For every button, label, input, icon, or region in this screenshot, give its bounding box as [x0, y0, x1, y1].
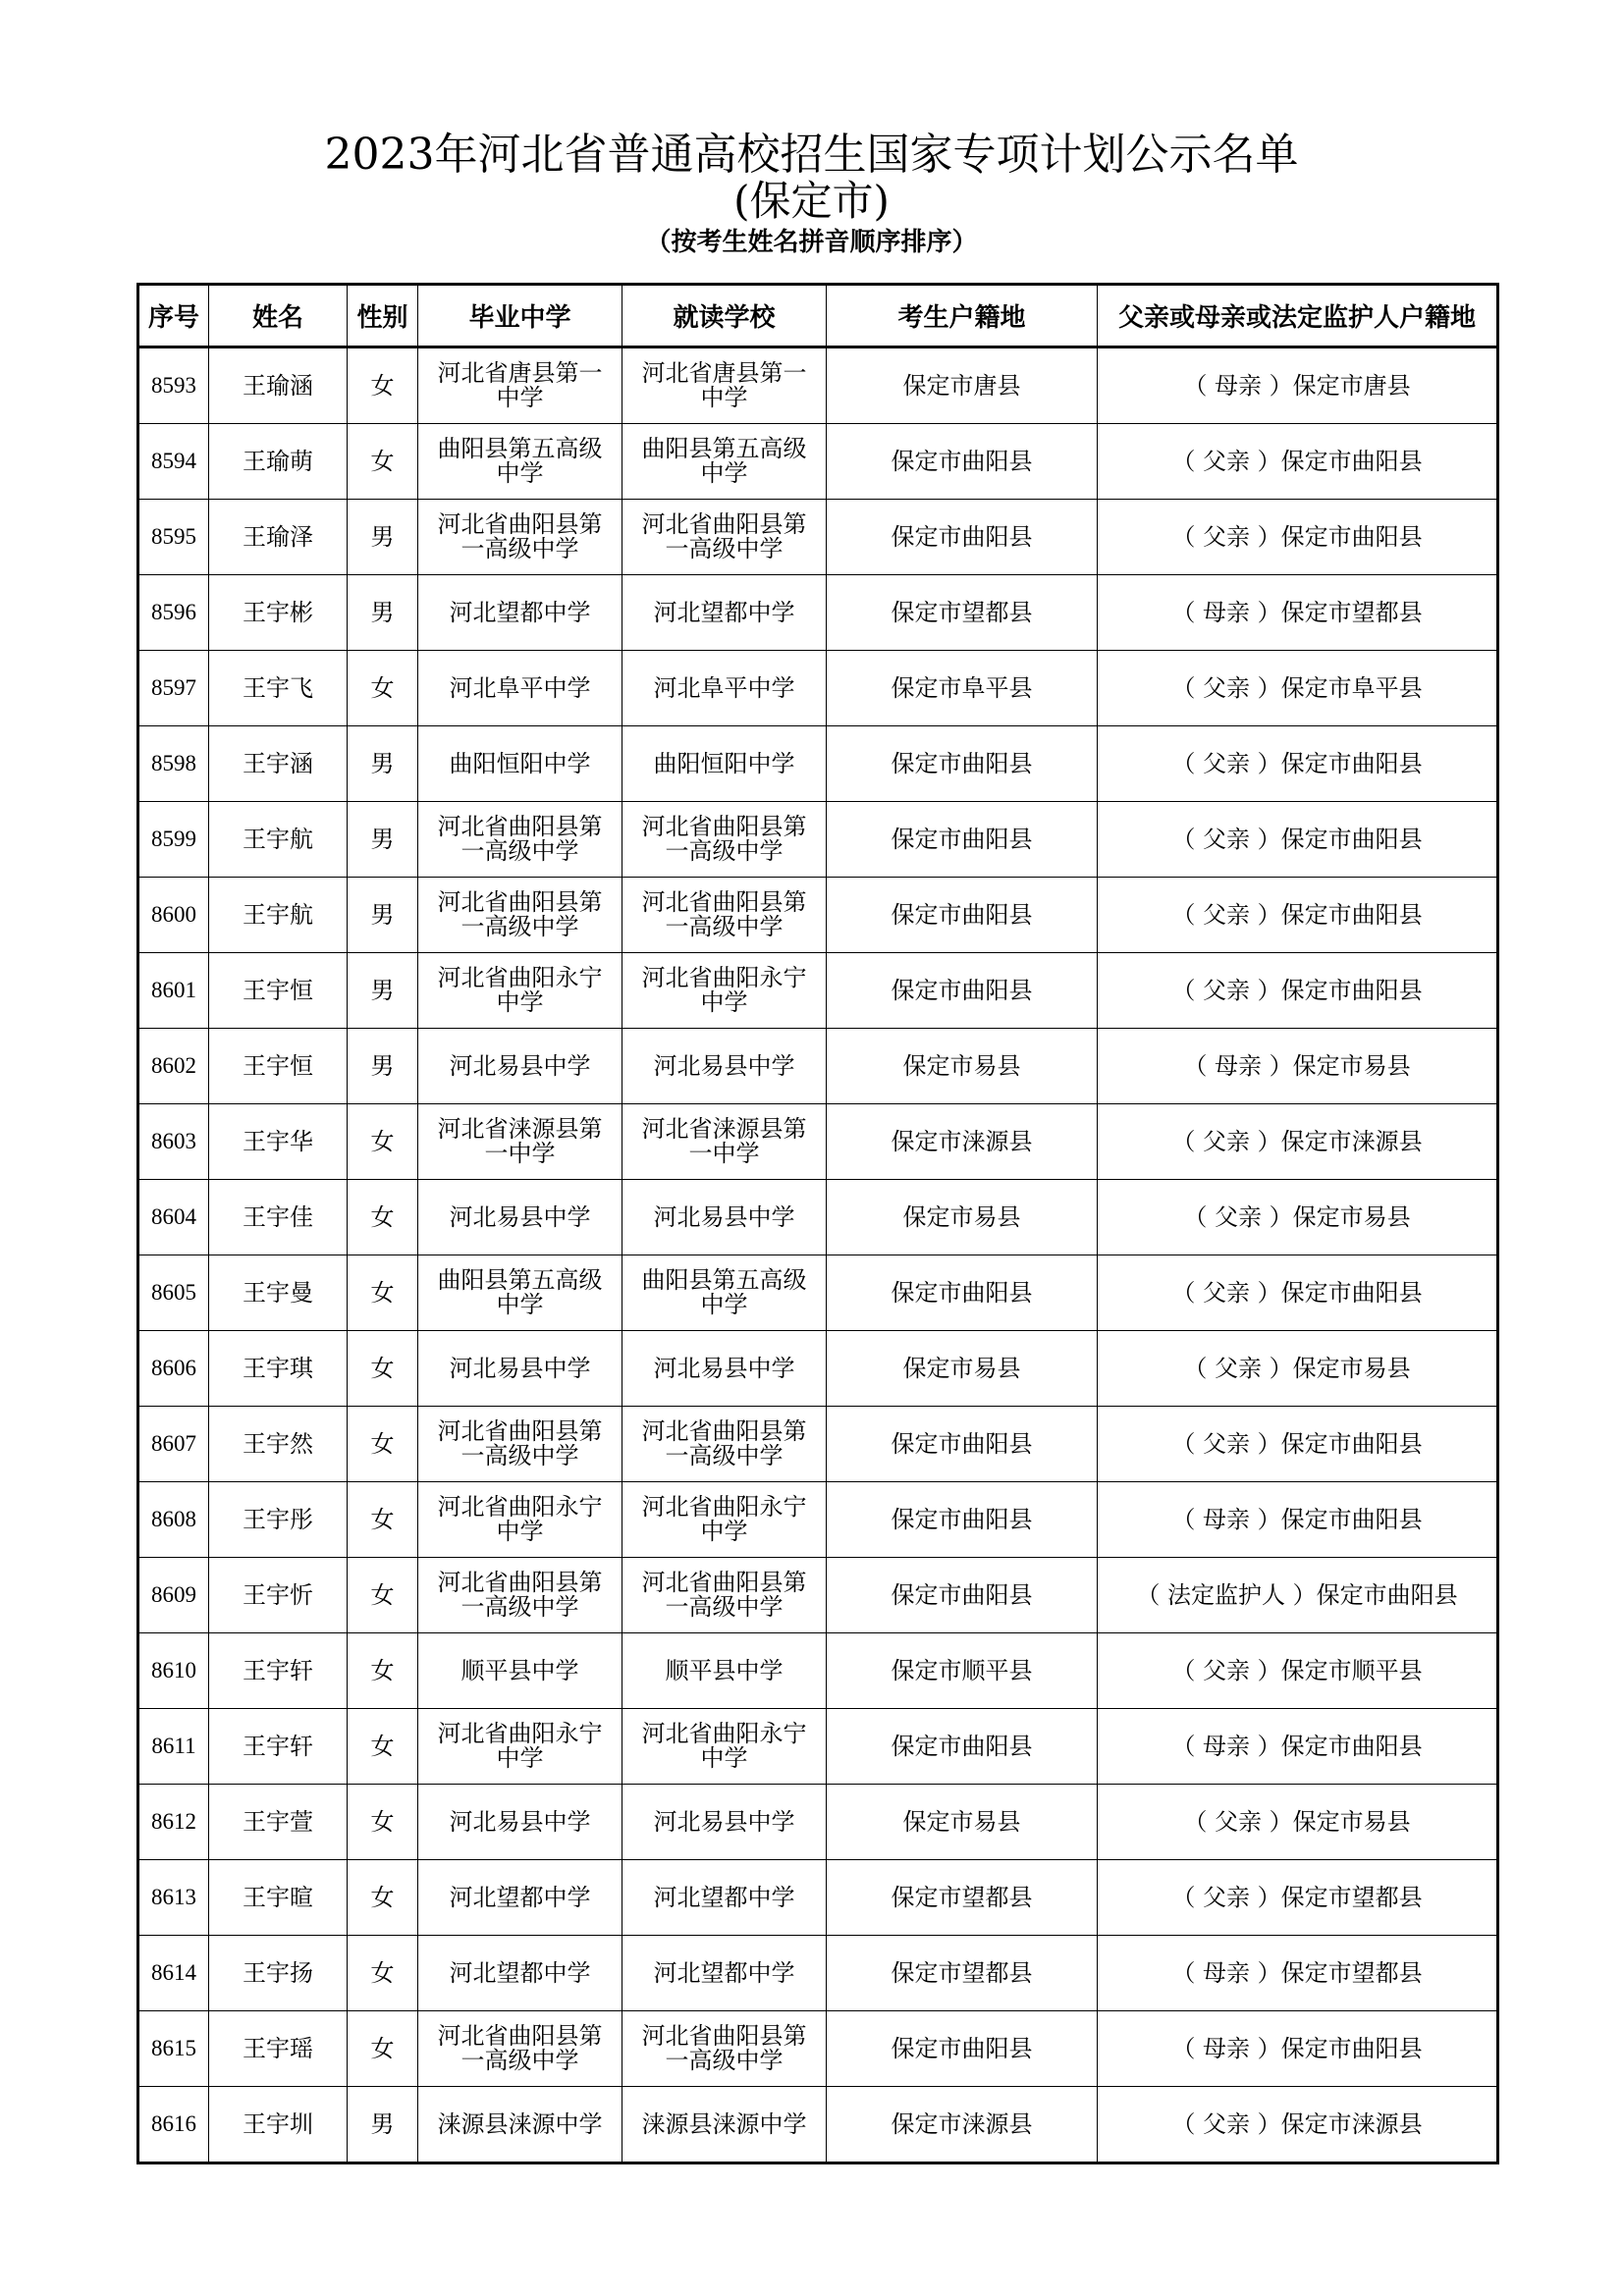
cell-current-school: 河北易县中学	[622, 1331, 827, 1407]
cell-gender: 女	[348, 1482, 418, 1558]
cell-name: 王宇恒	[209, 953, 348, 1029]
cell-student-hukou: 保定市易县	[827, 1331, 1098, 1407]
cell-graduated-school: 河北省曲阳县第一高级中学	[418, 1407, 622, 1482]
cell-current-school: 涞源县涞源中学	[622, 2087, 827, 2163]
table-row	[138, 1633, 1498, 1709]
cell-current-school: 河北省曲阳永宁中学	[622, 953, 827, 1029]
cell-guardian-hukou: （ 母亲 ）保定市望都县	[1098, 575, 1498, 651]
cell-name: 王宇航	[209, 878, 348, 953]
cell-guardian-hukou: （ 父亲 ）保定市曲阳县	[1098, 726, 1498, 802]
table-row	[138, 2011, 1498, 2087]
cell-seq: 8598	[138, 726, 209, 802]
cell-gender: 女	[348, 1709, 418, 1785]
cell-guardian-hukou: （ 父亲 ）保定市易县	[1098, 1331, 1498, 1407]
cell-graduated-school: 曲阳县第五高级中学	[418, 1255, 622, 1331]
cell-gender: 男	[348, 953, 418, 1029]
cell-guardian-hukou: （ 母亲 ）保定市曲阳县	[1098, 1482, 1498, 1558]
cell-guardian-hukou: （ 父亲 ）保定市曲阳县	[1098, 878, 1498, 953]
cell-gender: 女	[348, 1633, 418, 1709]
cell-student-hukou: 保定市曲阳县	[827, 726, 1098, 802]
cell-graduated-school: 顺平县中学	[418, 1633, 622, 1709]
cell-graduated-school: 河北望都中学	[418, 1860, 622, 1936]
table-row	[138, 1558, 1498, 1633]
column-header-seq: 序号	[138, 285, 209, 347]
cell-seq: 8606	[138, 1331, 209, 1407]
page-title: 2023年河北省普通高校招生国家专项计划公示名单	[324, 130, 1299, 180]
cell-gender: 男	[348, 802, 418, 878]
cell-current-school: 曲阳恒阳中学	[622, 726, 827, 802]
cell-graduated-school: 河北易县中学	[418, 1785, 622, 1860]
cell-current-school: 曲阳县第五高级中学	[622, 1255, 827, 1331]
cell-seq: 8609	[138, 1558, 209, 1633]
cell-gender: 男	[348, 1029, 418, 1104]
cell-current-school: 河北望都中学	[622, 575, 827, 651]
cell-guardian-hukou: （ 父亲 ）保定市涞源县	[1098, 2087, 1498, 2163]
cell-seq: 8611	[138, 1709, 209, 1785]
column-header-graduated-school: 毕业中学	[418, 285, 622, 347]
table-row	[138, 424, 1498, 500]
cell-seq: 8599	[138, 802, 209, 878]
cell-graduated-school: 河北易县中学	[418, 1180, 622, 1255]
cell-seq: 8608	[138, 1482, 209, 1558]
cell-gender: 女	[348, 424, 418, 500]
cell-graduated-school: 河北省曲阳县第一高级中学	[418, 878, 622, 953]
table-row	[138, 1785, 1498, 1860]
cell-student-hukou: 保定市曲阳县	[827, 953, 1098, 1029]
cell-seq: 8613	[138, 1860, 209, 1936]
cell-graduated-school: 河北省曲阳永宁中学	[418, 953, 622, 1029]
cell-student-hukou: 保定市曲阳县	[827, 802, 1098, 878]
cell-name: 王宇飞	[209, 651, 348, 726]
cell-seq: 8601	[138, 953, 209, 1029]
cell-name: 王宇圳	[209, 2087, 348, 2163]
table-row	[138, 1407, 1498, 1482]
cell-guardian-hukou: （ 法定监护人 ）保定市曲阳县	[1098, 1558, 1498, 1633]
cell-seq: 8596	[138, 575, 209, 651]
table-row	[138, 500, 1498, 575]
column-header-current-school: 就读学校	[622, 285, 827, 347]
cell-name: 王宇轩	[209, 1633, 348, 1709]
table-row	[138, 1860, 1498, 1936]
page-subtitle-city: (保定市)	[733, 177, 890, 225]
cell-student-hukou: 保定市易县	[827, 1180, 1098, 1255]
column-header-guardian-hukou: 父亲或母亲或法定监护人户籍地	[1098, 285, 1498, 347]
cell-name: 王瑜萌	[209, 424, 348, 500]
cell-seq: 8600	[138, 878, 209, 953]
cell-current-school: 河北省曲阳永宁中学	[622, 1709, 827, 1785]
cell-current-school: 河北省曲阳县第一高级中学	[622, 878, 827, 953]
cell-gender: 女	[348, 2011, 418, 2087]
cell-current-school: 河北易县中学	[622, 1029, 827, 1104]
cell-guardian-hukou: （ 母亲 ）保定市唐县	[1098, 347, 1498, 424]
cell-gender: 女	[348, 1785, 418, 1860]
cell-student-hukou: 保定市曲阳县	[827, 1558, 1098, 1633]
cell-graduated-school: 河北易县中学	[418, 1331, 622, 1407]
cell-current-school: 河北省曲阳永宁中学	[622, 1482, 827, 1558]
cell-graduated-school: 河北省曲阳县第一高级中学	[418, 802, 622, 878]
cell-name: 王宇琪	[209, 1331, 348, 1407]
sort-order-note: （按考生姓名拼音顺序排序）	[645, 228, 978, 257]
roster-table	[136, 283, 1499, 2164]
cell-gender: 男	[348, 500, 418, 575]
cell-guardian-hukou: （ 父亲 ）保定市曲阳县	[1098, 1407, 1498, 1482]
cell-seq: 8593	[138, 347, 209, 424]
cell-name: 王宇彤	[209, 1482, 348, 1558]
cell-gender: 男	[348, 878, 418, 953]
cell-gender: 男	[348, 2087, 418, 2163]
cell-name: 王宇华	[209, 1104, 348, 1180]
cell-guardian-hukou: （ 父亲 ）保定市曲阳县	[1098, 802, 1498, 878]
column-header-student-hukou: 考生户籍地	[827, 285, 1098, 347]
cell-graduated-school: 河北易县中学	[418, 1029, 622, 1104]
cell-current-school: 河北省曲阳县第一高级中学	[622, 1407, 827, 1482]
cell-graduated-school: 河北省曲阳永宁中学	[418, 1709, 622, 1785]
cell-guardian-hukou: （ 父亲 ）保定市易县	[1098, 1785, 1498, 1860]
cell-name: 王宇忻	[209, 1558, 348, 1633]
cell-name: 王宇恒	[209, 1029, 348, 1104]
cell-student-hukou: 保定市涞源县	[827, 2087, 1098, 2163]
cell-graduated-school: 河北望都中学	[418, 1936, 622, 2011]
table-row	[138, 953, 1498, 1029]
table-row	[138, 575, 1498, 651]
table-row	[138, 1482, 1498, 1558]
table-row	[138, 1709, 1498, 1785]
cell-current-school: 河北易县中学	[622, 1785, 827, 1860]
cell-seq: 8610	[138, 1633, 209, 1709]
cell-gender: 男	[348, 575, 418, 651]
cell-graduated-school: 河北省曲阳永宁中学	[418, 1482, 622, 1558]
cell-student-hukou: 保定市曲阳县	[827, 1482, 1098, 1558]
cell-student-hukou: 保定市曲阳县	[827, 1255, 1098, 1331]
cell-gender: 女	[348, 1104, 418, 1180]
cell-current-school: 曲阳县第五高级中学	[622, 424, 827, 500]
cell-graduated-school: 曲阳县第五高级中学	[418, 424, 622, 500]
cell-guardian-hukou: （ 父亲 ）保定市曲阳县	[1098, 1255, 1498, 1331]
cell-guardian-hukou: （ 父亲 ）保定市涞源县	[1098, 1104, 1498, 1180]
cell-guardian-hukou: （ 父亲 ）保定市曲阳县	[1098, 500, 1498, 575]
cell-current-school: 河北省曲阳县第一高级中学	[622, 500, 827, 575]
cell-student-hukou: 保定市唐县	[827, 347, 1098, 424]
cell-student-hukou: 保定市阜平县	[827, 651, 1098, 726]
cell-guardian-hukou: （ 母亲 ）保定市曲阳县	[1098, 2011, 1498, 2087]
cell-current-school: 河北易县中学	[622, 1180, 827, 1255]
cell-name: 王瑜涵	[209, 347, 348, 424]
cell-gender: 女	[348, 1860, 418, 1936]
cell-current-school: 河北望都中学	[622, 1860, 827, 1936]
cell-guardian-hukou: （ 母亲 ）保定市望都县	[1098, 1936, 1498, 2011]
cell-guardian-hukou: （ 母亲 ）保定市易县	[1098, 1029, 1498, 1104]
table-row	[138, 347, 1498, 424]
cell-current-school: 河北省曲阳县第一高级中学	[622, 1558, 827, 1633]
cell-seq: 8603	[138, 1104, 209, 1180]
cell-current-school: 河北省唐县第一中学	[622, 347, 827, 424]
cell-student-hukou: 保定市曲阳县	[827, 878, 1098, 953]
cell-name: 王宇扬	[209, 1936, 348, 2011]
column-header-name: 姓名	[209, 285, 348, 347]
cell-student-hukou: 保定市曲阳县	[827, 424, 1098, 500]
cell-name: 王瑜泽	[209, 500, 348, 575]
cell-student-hukou: 保定市顺平县	[827, 1633, 1098, 1709]
cell-gender: 女	[348, 1180, 418, 1255]
cell-guardian-hukou: （ 父亲 ）保定市曲阳县	[1098, 424, 1498, 500]
cell-graduated-school: 河北望都中学	[418, 575, 622, 651]
cell-name: 王宇然	[209, 1407, 348, 1482]
cell-gender: 女	[348, 1331, 418, 1407]
cell-student-hukou: 保定市易县	[827, 1785, 1098, 1860]
table-row	[138, 1104, 1498, 1180]
cell-name: 王宇轩	[209, 1709, 348, 1785]
cell-seq: 8597	[138, 651, 209, 726]
cell-gender: 女	[348, 1407, 418, 1482]
table-row	[138, 802, 1498, 878]
table-row	[138, 2087, 1498, 2163]
cell-name: 王宇曼	[209, 1255, 348, 1331]
cell-current-school: 河北望都中学	[622, 1936, 827, 2011]
table-row	[138, 1936, 1498, 2011]
cell-student-hukou: 保定市望都县	[827, 575, 1098, 651]
cell-current-school: 河北省曲阳县第一高级中学	[622, 802, 827, 878]
cell-graduated-school: 河北省涞源县第一中学	[418, 1104, 622, 1180]
cell-current-school: 河北省涞源县第一中学	[622, 1104, 827, 1180]
cell-guardian-hukou: （ 父亲 ）保定市曲阳县	[1098, 953, 1498, 1029]
cell-student-hukou: 保定市望都县	[827, 1936, 1098, 2011]
cell-name: 王宇彬	[209, 575, 348, 651]
cell-seq: 8605	[138, 1255, 209, 1331]
table-row	[138, 1255, 1498, 1331]
cell-name: 王宇萱	[209, 1785, 348, 1860]
cell-guardian-hukou: （ 母亲 ）保定市曲阳县	[1098, 1709, 1498, 1785]
cell-student-hukou: 保定市曲阳县	[827, 1709, 1098, 1785]
cell-seq: 8614	[138, 1936, 209, 2011]
table-row	[138, 726, 1498, 802]
cell-graduated-school: 河北省唐县第一中学	[418, 347, 622, 424]
cell-gender: 女	[348, 347, 418, 424]
cell-seq: 8615	[138, 2011, 209, 2087]
cell-seq: 8612	[138, 1785, 209, 1860]
cell-guardian-hukou: （ 父亲 ）保定市望都县	[1098, 1860, 1498, 1936]
cell-graduated-school: 河北省曲阳县第一高级中学	[418, 1558, 622, 1633]
cell-student-hukou: 保定市曲阳县	[827, 1407, 1098, 1482]
cell-gender: 男	[348, 726, 418, 802]
cell-name: 王宇暄	[209, 1860, 348, 1936]
table-row	[138, 651, 1498, 726]
cell-seq: 8607	[138, 1407, 209, 1482]
cell-guardian-hukou: （ 父亲 ）保定市阜平县	[1098, 651, 1498, 726]
cell-student-hukou: 保定市易县	[827, 1029, 1098, 1104]
cell-gender: 女	[348, 1936, 418, 2011]
cell-student-hukou: 保定市曲阳县	[827, 500, 1098, 575]
table-row	[138, 1331, 1498, 1407]
cell-graduated-school: 河北省曲阳县第一高级中学	[418, 2011, 622, 2087]
cell-student-hukou: 保定市曲阳县	[827, 2011, 1098, 2087]
cell-seq: 8595	[138, 500, 209, 575]
cell-graduated-school: 河北省曲阳县第一高级中学	[418, 500, 622, 575]
cell-current-school: 顺平县中学	[622, 1633, 827, 1709]
cell-gender: 女	[348, 1558, 418, 1633]
column-header-gender: 性别	[348, 285, 418, 347]
cell-current-school: 河北省曲阳县第一高级中学	[622, 2011, 827, 2087]
roster-table-body	[138, 347, 1498, 2163]
cell-guardian-hukou: （ 父亲 ）保定市顺平县	[1098, 1633, 1498, 1709]
cell-graduated-school: 涞源县涞源中学	[418, 2087, 622, 2163]
cell-seq: 8604	[138, 1180, 209, 1255]
cell-seq: 8602	[138, 1029, 209, 1104]
cell-seq: 8616	[138, 2087, 209, 2163]
table-row	[138, 878, 1498, 953]
cell-gender: 女	[348, 1255, 418, 1331]
cell-student-hukou: 保定市涞源县	[827, 1104, 1098, 1180]
cell-name: 王宇航	[209, 802, 348, 878]
table-row	[138, 1029, 1498, 1104]
cell-student-hukou: 保定市望都县	[827, 1860, 1098, 1936]
table-header-row	[138, 285, 1498, 347]
cell-current-school: 河北阜平中学	[622, 651, 827, 726]
table-row	[138, 1180, 1498, 1255]
cell-guardian-hukou: （ 父亲 ）保定市易县	[1098, 1180, 1498, 1255]
cell-name: 王宇瑶	[209, 2011, 348, 2087]
cell-name: 王宇涵	[209, 726, 348, 802]
cell-graduated-school: 河北阜平中学	[418, 651, 622, 726]
cell-name: 王宇佳	[209, 1180, 348, 1255]
cell-seq: 8594	[138, 424, 209, 500]
cell-graduated-school: 曲阳恒阳中学	[418, 726, 622, 802]
cell-gender: 女	[348, 651, 418, 726]
